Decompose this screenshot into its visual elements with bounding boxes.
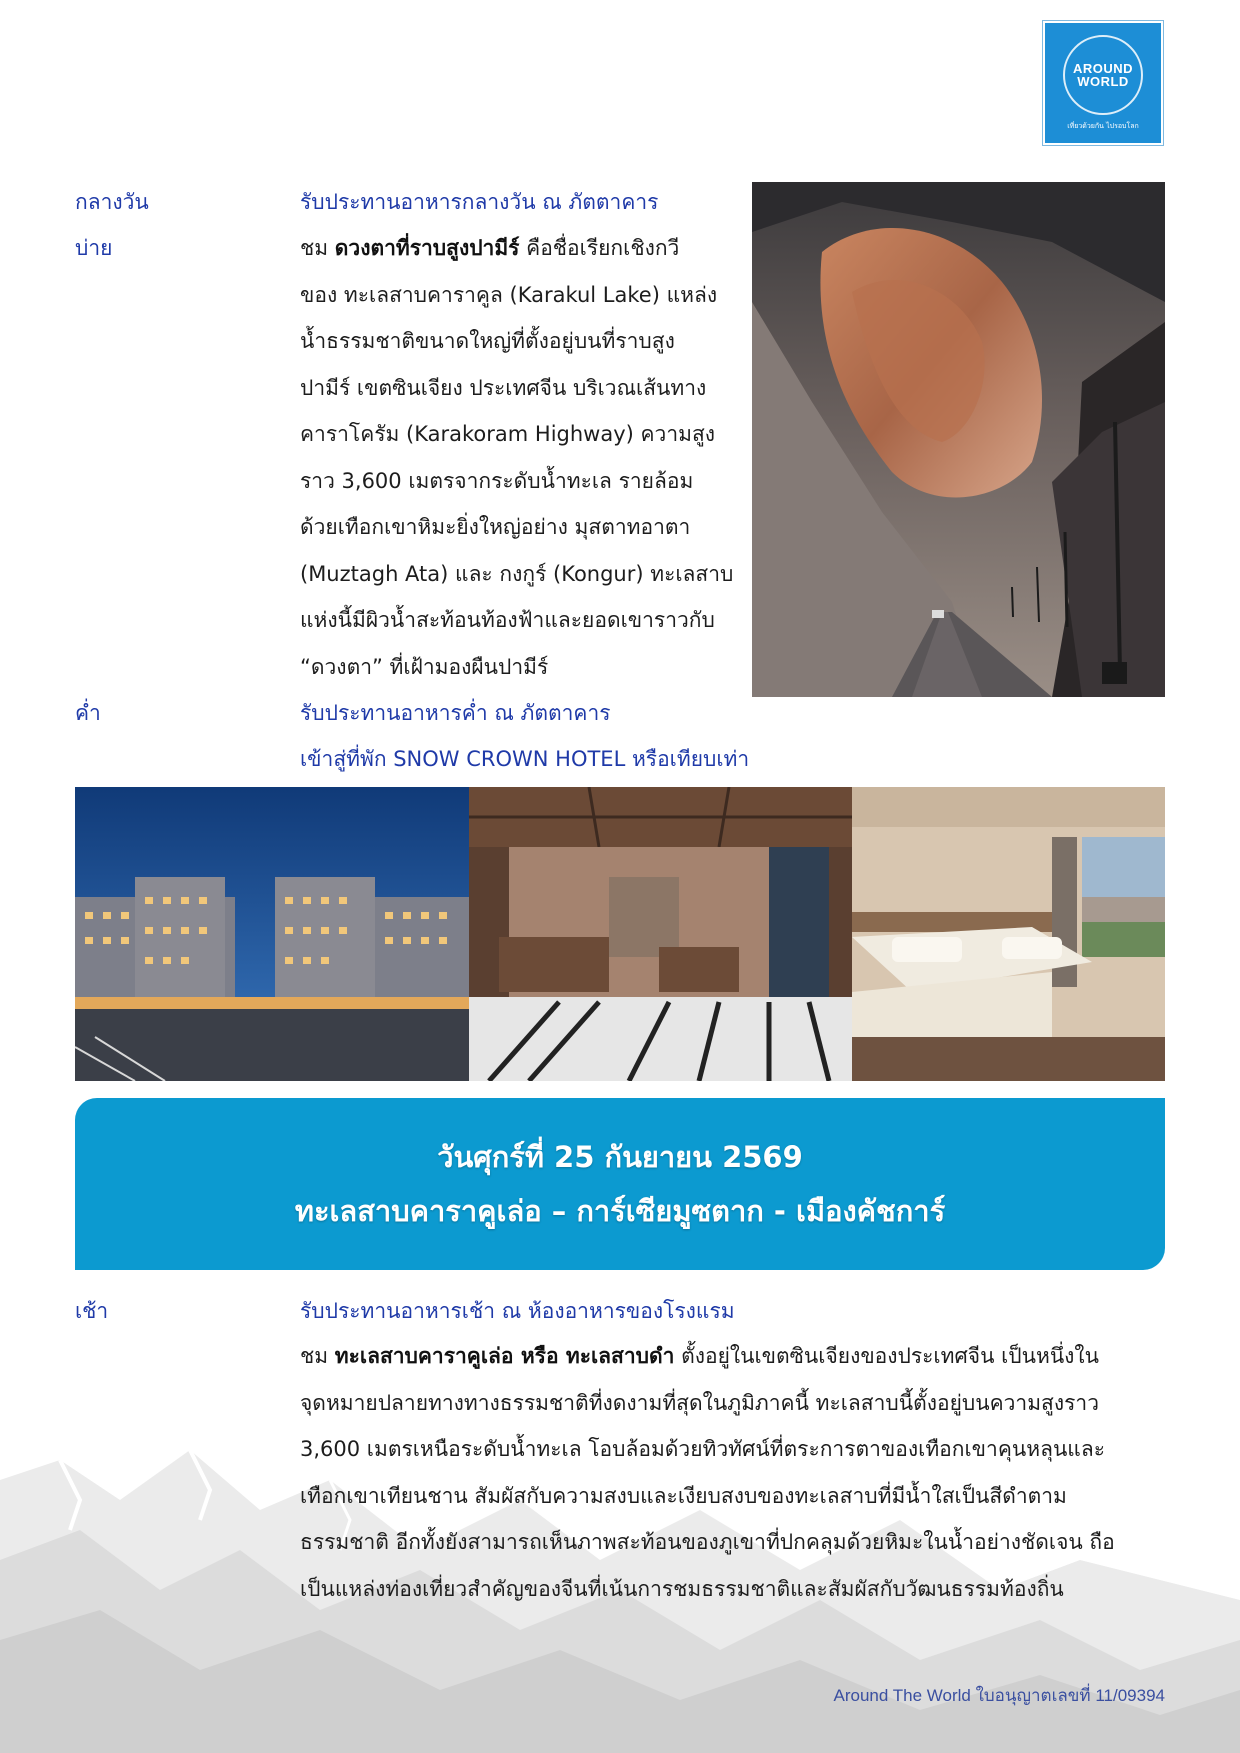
afternoon-line: คือชื่อเรียกเชิงกวี	[519, 236, 680, 260]
afternoon-line: ของ ทะเลสาบคาราคูล (Karakul Lake) แหล่ง	[300, 282, 718, 307]
company-logo	[1043, 21, 1163, 145]
morning-line: จุดหมายปลายทางทางธรรมชาติที่งดงามที่สุดในภูมิภาคนี้ ทะเลสาบนี้ตั้งอยู่บนความสูงราว	[300, 1390, 1099, 1415]
afternoon-lead: ชม	[300, 236, 335, 260]
logo-line1: AROUND	[1072, 60, 1134, 76]
afternoon-line: ด้วยเทือกเขาหิมะยิ่งใหญ่อย่าง มุสตาทอาตา	[300, 515, 691, 539]
afternoon-line: “ดวงตา” ที่เฝ้ามองผืนปามีร์	[300, 654, 549, 679]
hotel-lobby-photo	[469, 787, 852, 1081]
hotel-text: เข้าสู่ที่พัก SNOW CROWN HOTEL หรือเทียบเท่า	[300, 747, 750, 771]
morning-lead: ชม	[300, 1344, 335, 1368]
afternoon-line: คาราโครัม (Karakoram Highway) ความสูง	[300, 422, 716, 446]
afternoon-highlight: ดวงตาที่ราบสูงปามีร์	[334, 236, 520, 260]
day-date: วันศุกร์ที่ 25 กันยายน 2569	[437, 1140, 803, 1174]
mountain-road-photo	[752, 182, 1165, 697]
afternoon-line: น้ำธรรมชาติขนาดใหญ่ที่ตั้งอยู่บนที่ราบสูง	[300, 329, 675, 353]
afternoon-line: แห่งนี้มีผิวน้ำสะท้อนท้องฟ้าและยอดเขาราวกับ	[300, 608, 715, 632]
dinner-label: ค่ำ	[75, 701, 101, 725]
logo-tagline: เที่ยวด้วยกัน ไปรอบโลก	[1067, 121, 1139, 130]
lunch-text: รับประทานอาหารกลางวัน ณ ภัตตาคาร	[300, 190, 659, 214]
afternoon-description	[300, 225, 740, 690]
morning-line: 3,600 เมตรเหนือระดับน้ำทะเล โอบล้อมด้วยทิวทัศน์ที่ตระการตาของเทือกเขาคุนหลุนและ	[300, 1437, 1105, 1461]
morning-line: เทือกเขาเทียนชาน สัมผัสกับความสงบและเงียบสงบของทะเลสาบที่มีน้ำใสเป็นสีดำตาม	[300, 1483, 1067, 1508]
morning-line: ธรรมชาติ อีกทั้งยังสามารถเห็นภาพสะท้อนของภูเขาที่ปกคลุมด้วยหิมะในน้ำอย่างชัดเจน ถือ	[300, 1530, 1115, 1554]
day-banner	[75, 1098, 1165, 1270]
morning-line: ตั้งอยู่ในเขตซินเจียงของประเทศจีน เป็นหนึ่งใน	[674, 1344, 1100, 1368]
morning-description	[300, 1333, 1170, 1612]
footer-license: Around The World ใบอนุญาตเลขที่ 11/09394	[833, 1686, 1165, 1705]
lunch-label: กลางวัน	[75, 190, 149, 214]
morning-line: เป็นแหล่งท่องเที่ยวสำคัญของจีนที่เน้นการชมธรรมชาติและสัมผัสกับวัฒนธรรมท้องถิ่น	[300, 1576, 1064, 1601]
logo-line2: WORLD	[1077, 73, 1129, 89]
dinner-text: รับประทานอาหารค่ำ ณ ภัตตาคาร	[300, 701, 611, 725]
hotel-room-photo	[852, 787, 1165, 1081]
morning-label: เช้า	[75, 1299, 109, 1323]
morning-highlight: ทะเลสาบคาราคูเล่อ หรือ ทะเลสาบดำ	[334, 1344, 675, 1368]
hotel-exterior-photo	[75, 787, 469, 1081]
afternoon-label: บ่าย	[75, 236, 113, 260]
afternoon-line: (Muztagh Ata) และ กงกูร์ (Kongur) ทะเลสาบ	[300, 561, 734, 586]
afternoon-line: ปามีร์ เขตซินเจียง ประเทศจีน บริเวณเส้นทาง	[300, 375, 707, 400]
day-route: ทะเลสาบคาราคูเล่อ – การ์เซียมูซตาก - เมืองคัชการ์	[294, 1194, 946, 1228]
afternoon-line: ราว 3,600 เมตรจากระดับน้ำทะเล รายล้อม	[300, 468, 694, 493]
globe-icon	[1063, 35, 1143, 115]
morning-text: รับประทานอาหารเช้า ณ ห้องอาหารของโรงแรม	[300, 1299, 735, 1323]
